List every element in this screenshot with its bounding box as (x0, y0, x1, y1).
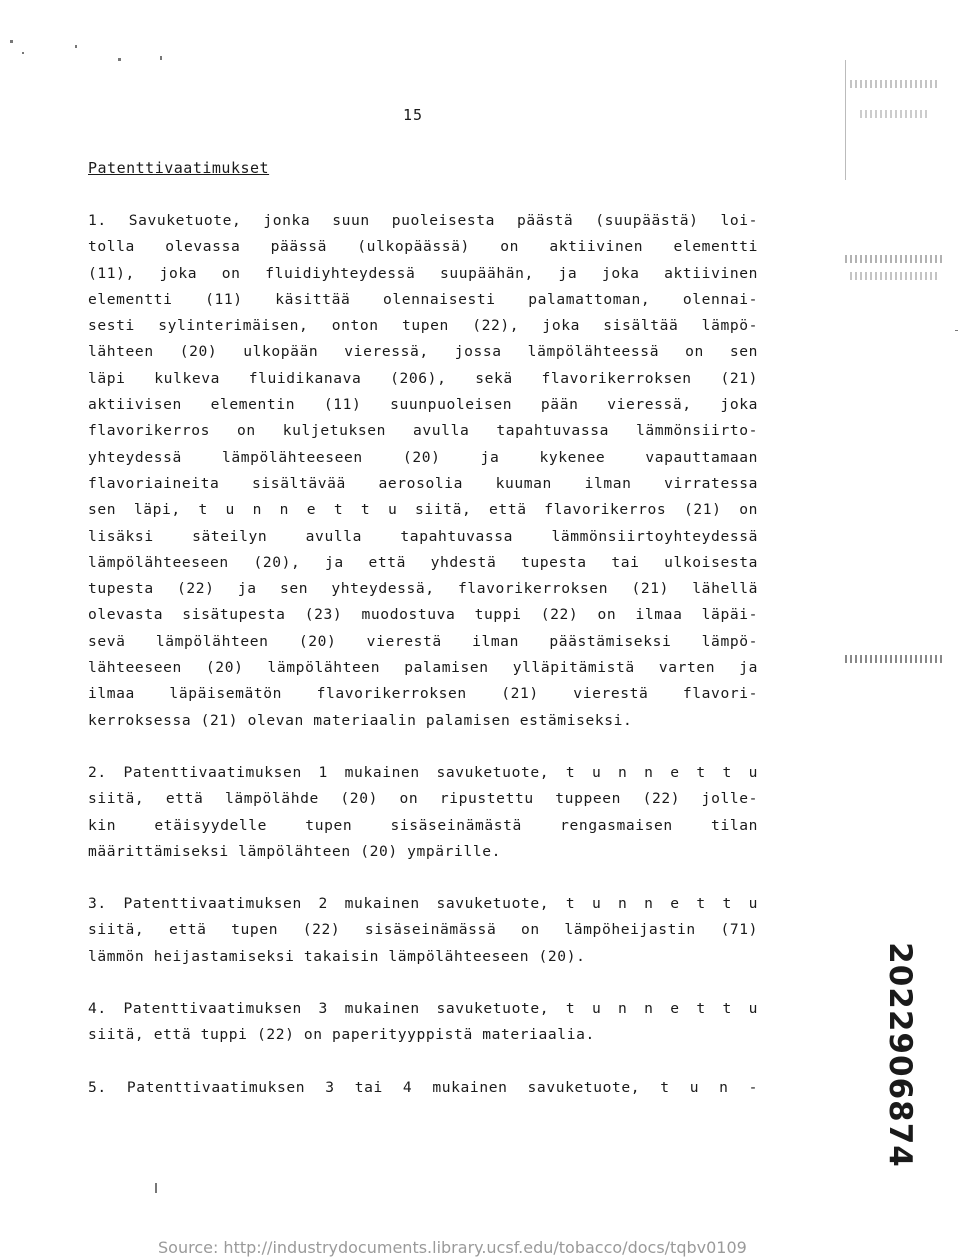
claim-line: 4. Patenttivaatimuksen 3 mukainen savuketuote, t u n n e t t u (88, 1000, 758, 1018)
scan-edge-line (845, 60, 846, 180)
claim-1 (88, 208, 758, 734)
claim-line: tolla olevassa päässä (ulkopäässä) on aktiivinen elementti (88, 238, 758, 256)
source-footer: Source: http://industrydocuments.library.ucsf.edu/tobacco/docs/tqbv0109 (158, 1238, 747, 1257)
scan-speckle (845, 655, 945, 663)
scan-speckle (860, 110, 930, 118)
claim-2 (88, 760, 758, 865)
claim-line: lisäksi säteilyn avulla tapahtuvassa lämmönsiirtoyhteydessä (88, 527, 758, 545)
claim-line: lämmön heijastamiseksi takaisin lämpölähteeseen (20). (88, 947, 586, 965)
claim-line: 5. Patenttivaatimuksen 3 tai 4 mukainen savuketuote, t u n - (88, 1078, 758, 1096)
claim-line: lähteeseen (20) lämpölähteen palamisen ylläpitämistä varten ja (88, 659, 758, 677)
claim-line: olevasta sisätupesta (23) muodostuva tuppi (22) on ilmaa läpäi- (88, 606, 758, 624)
claim-line: (11), joka on fluidiyhteydessä suupäähän, ja joka aktiivinen (88, 264, 758, 282)
claim-line: elementti (11) käsittää olennaisesti palamattoman, olennai- (88, 290, 758, 308)
scan-speck (75, 45, 77, 48)
document-number: 2022906874 (882, 942, 918, 1168)
claim-line: yhteydessä lämpölähteeseen (20) ja kykenee vapauttamaan (88, 448, 758, 466)
claim-line: sesti sylinterimäisen, onton tupen (22), joka sisältää lämpö- (88, 317, 758, 335)
claim-line: 1. Savuketuote, jonka suun puoleisesta päästä (suupäästä) loi- (88, 212, 758, 229)
claim-line: aktiivisen elementin (11) suunpuoleisen pään vieressä, joka (88, 396, 758, 414)
claim-line: kin etäisyydelle tupen sisäseinämästä rengasmaisen tilan (88, 816, 758, 834)
page-number: 15 (403, 106, 424, 124)
scan-speck (118, 58, 121, 61)
claim-line: flavorikerros on kuljetuksen avulla tapahtuvassa lämmönsiirto- (88, 422, 758, 440)
scan-speckle (845, 255, 945, 263)
scan-speckle (850, 80, 940, 88)
claim-line: flavoriaineita sisältävää aerosolia kuuman ilman virratessa (88, 474, 758, 492)
claim-line: siitä, että tupen (22) sisäseinämässä on lämpöheijastin (71) (88, 921, 758, 939)
claim-line: lämpölähteeseen (20), ja että yhdestä tupesta tai ulkoisesta (88, 553, 758, 571)
scan-speck (10, 40, 13, 43)
claim-line: läpi kulkeva fluidikanava (206), sekä flavorikerroksen (21) (88, 369, 758, 387)
claim-4 (88, 996, 758, 1049)
document-number-stamp (840, 942, 960, 1168)
claim-line: määrittämiseksi lämpölähteen (20) ympärille. (88, 842, 501, 860)
document-heading: Patenttivaatimukset (88, 159, 270, 177)
claim-line: siitä, että lämpölähde (20) on ripustettu tuppeen (22) jolle- (88, 790, 758, 808)
claim-line: sen läpi, t u n n e t t u siitä, että flavorikerros (21) on (88, 501, 758, 519)
claim-line: kerroksessa (21) olevan materiaalin palamisen estämiseksi. (88, 711, 633, 729)
claim-3 (88, 891, 758, 970)
claims-list (88, 208, 758, 1127)
scan-speckle (850, 272, 940, 280)
claim-line: sevä lämpölähteen (20) vierestä ilman päästämiseksi lämpö- (88, 632, 758, 650)
claim-line: tupesta (22) ja sen yhteydessä, flavorikerroksen (21) lähellä (88, 580, 758, 598)
scan-speck (160, 56, 162, 60)
claim-5 (88, 1075, 758, 1101)
scan-speck (22, 52, 24, 54)
claim-line: 3. Patenttivaatimuksen 2 mukainen savuketuote, t u n n e t t u (88, 895, 758, 913)
claim-line: lähteen (20) ulkopään vieressä, jossa lämpölähteessä on sen (88, 343, 758, 361)
claim-line: ilmaa läpäisemätön flavorikerroksen (21) vierestä flavori- (88, 685, 758, 703)
claim-line: 2. Patenttivaatimuksen 1 mukainen savuketuote, t u n n e t t u (88, 763, 758, 781)
scan-speck (955, 330, 958, 331)
scan-speck (155, 1183, 157, 1193)
claim-line: siitä, että tuppi (22) on paperityyppistä materiaalia. (88, 1026, 595, 1044)
